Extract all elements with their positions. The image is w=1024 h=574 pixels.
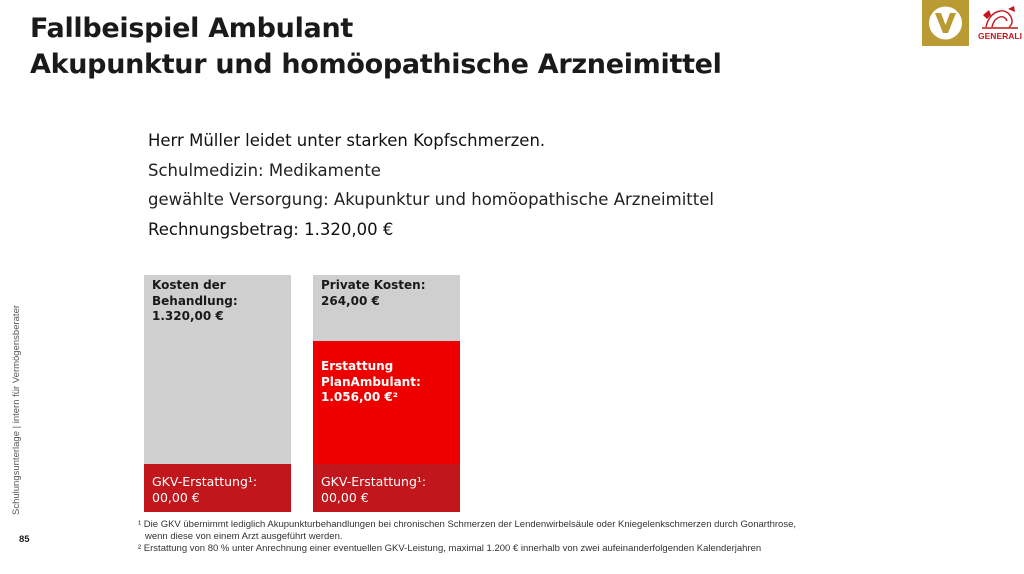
bar-label: PlanAmbulant: — [321, 374, 421, 389]
case-line-patient: Herr Müller leidet unter starken Kopfschmerzen. — [148, 131, 546, 150]
bar-gkv-refund-right — [313, 464, 460, 512]
bar-label: Private Kosten: — [321, 278, 426, 292]
bar-planambulant-refund — [313, 341, 460, 464]
dvag-logo-icon — [922, 0, 969, 46]
title-line-2: Akupunktur und homöopathische Arzneimittel — [30, 49, 722, 80]
lion-icon — [982, 6, 1018, 28]
footnote-1-continued: wenn diese von einem Arzt ausgeführt werden. — [145, 531, 343, 542]
generali-logo — [978, 3, 1022, 43]
title-line-1: Fallbeispiel Ambulant — [30, 13, 353, 44]
bar-gkv-refund-left — [144, 464, 291, 512]
bar-private-cost — [313, 275, 460, 341]
bar-label: GKV-Erstattung¹: — [152, 474, 258, 489]
footnote-1: ¹ Die GKV übernimmt lediglich Akupunkturbehandlungen bei chronischen Schmerzen der Lendenwirbelsäule oder Kniegelenkschmerzen durch Gonarthrose, — [138, 519, 796, 530]
bar-treatment-cost — [144, 275, 291, 464]
page-number: 85 — [19, 534, 30, 545]
case-line-medicine: Schulmedizin: Medikamente — [148, 160, 381, 180]
footnote-2: ² Erstattung von 80 % unter Anrechnung einer eventuellen GKV-Leistung, maximal 1.200 € innerhalb von zwei aufeinanderfolgenden Kalenderjahren — [138, 543, 762, 554]
bar-value: 00,00 € — [321, 489, 369, 505]
bar-label: Behandlung: — [152, 293, 238, 308]
side-label: Schulungsunterlage | intern für Vermögensberater — [11, 304, 22, 515]
generali-wordmark: GENERALI — [978, 31, 1022, 41]
bar-value: 1.320,00 € — [152, 309, 224, 323]
bar-value: 00,00 € — [152, 489, 200, 505]
bar-label: Kosten der — [152, 278, 226, 292]
case-description — [148, 126, 768, 244]
page-title — [30, 11, 722, 83]
bar-value: 264,00 € — [321, 293, 380, 308]
case-line-invoice: Rechnungsbetrag: 1.320,00 € — [148, 219, 394, 239]
footnotes — [138, 519, 858, 555]
bar-label: Erstattung — [321, 359, 394, 373]
bar-value: 1.056,00 €² — [321, 390, 398, 404]
bar-label: GKV-Erstattung¹: — [321, 474, 427, 489]
case-line-treatment: gewählte Versorgung: Akupunktur und homöopathische Arzneimittel — [148, 190, 714, 209]
